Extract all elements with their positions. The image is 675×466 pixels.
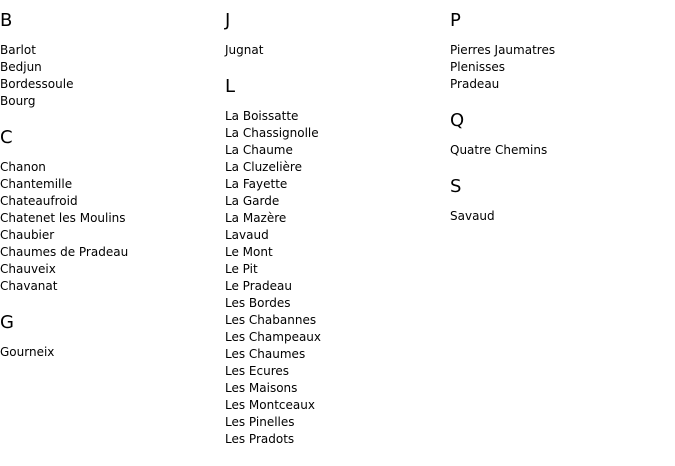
- place-link[interactable]: Bedjun: [0, 60, 42, 74]
- place-link[interactable]: Les Champeaux: [225, 330, 322, 344]
- list-item: [0, 261, 128, 278]
- place-list: [450, 208, 555, 225]
- list-item: [225, 244, 321, 261]
- letter-group: [225, 10, 321, 59]
- letter-group: [450, 10, 555, 93]
- place-link[interactable]: Les Maisons: [225, 381, 298, 395]
- list-item: [225, 363, 321, 380]
- letter-heading: S: [450, 176, 462, 197]
- letter-group: [225, 76, 321, 448]
- list-item: [0, 42, 128, 59]
- place-link[interactable]: Chateaufroid: [0, 194, 78, 208]
- list-item: [225, 142, 321, 159]
- letter-heading: G: [0, 312, 14, 333]
- list-item: [225, 312, 321, 329]
- place-link[interactable]: Jugnat: [225, 43, 264, 57]
- place-link[interactable]: Chantemille: [0, 177, 73, 191]
- list-item: [225, 278, 321, 295]
- place-link[interactable]: Les Chabannes: [225, 313, 317, 327]
- place-link[interactable]: Les Pradots: [225, 432, 295, 446]
- place-link[interactable]: Chavanat: [0, 279, 58, 293]
- place-link[interactable]: Le Pradeau: [225, 279, 292, 293]
- place-link[interactable]: Le Mont: [225, 245, 273, 259]
- place-link[interactable]: Les Ecures: [225, 364, 290, 378]
- place-list: [225, 108, 321, 448]
- place-link[interactable]: Chauveix: [0, 262, 56, 276]
- list-item: [450, 59, 555, 76]
- place-list: [225, 42, 321, 59]
- list-item: [225, 159, 321, 176]
- place-link[interactable]: La Garde: [225, 194, 280, 208]
- list-item: [225, 329, 321, 346]
- letter-heading: C: [0, 127, 13, 148]
- list-item: [0, 93, 128, 110]
- list-item: [225, 42, 321, 59]
- index-column: [0, 0, 128, 361]
- place-link[interactable]: Les Montceaux: [225, 398, 315, 412]
- letter-group: [0, 10, 128, 110]
- list-item: [450, 208, 555, 225]
- place-link[interactable]: Barlot: [0, 43, 36, 57]
- list-item: [225, 295, 321, 312]
- letter-heading: B: [0, 10, 13, 31]
- list-item: [0, 76, 128, 93]
- place-link[interactable]: Chaubier: [0, 228, 55, 242]
- list-item: [450, 42, 555, 59]
- letter-heading: L: [225, 76, 236, 97]
- list-item: [225, 193, 321, 210]
- place-link[interactable]: Pierres Jaumatres: [450, 43, 556, 57]
- list-item: [225, 176, 321, 193]
- list-item: [225, 125, 321, 142]
- list-item: [225, 227, 321, 244]
- list-item: [0, 159, 128, 176]
- place-link[interactable]: Pradeau: [450, 77, 500, 91]
- place-link[interactable]: Les Bordes: [225, 296, 291, 310]
- list-item: [225, 397, 321, 414]
- place-link[interactable]: Plenisses: [450, 60, 506, 74]
- place-list: [450, 42, 555, 93]
- list-item: [0, 210, 128, 227]
- place-list: [0, 159, 128, 295]
- list-item: [0, 227, 128, 244]
- letter-heading: J: [225, 10, 231, 31]
- place-link[interactable]: Quatre Chemins: [450, 143, 548, 157]
- place-link[interactable]: Bourg: [0, 94, 36, 108]
- list-item: [0, 59, 128, 76]
- list-item: [225, 431, 321, 448]
- list-item: [0, 244, 128, 261]
- place-list: [0, 42, 128, 110]
- index-column: [450, 0, 555, 225]
- list-item: [225, 380, 321, 397]
- list-item: [225, 108, 321, 125]
- place-link[interactable]: La Fayette: [225, 177, 288, 191]
- place-link[interactable]: Lavaud: [225, 228, 269, 242]
- letter-group: [0, 312, 128, 361]
- list-item: [225, 210, 321, 227]
- place-link[interactable]: Les Pinelles: [225, 415, 295, 429]
- letter-group: [450, 110, 555, 159]
- letter-group: [450, 176, 555, 225]
- place-link[interactable]: La Cluzelière: [225, 160, 302, 174]
- place-link[interactable]: La Boissatte: [225, 109, 299, 123]
- place-link[interactable]: Les Chaumes: [225, 347, 306, 361]
- list-item: [225, 346, 321, 363]
- place-link[interactable]: Gourneix: [0, 345, 55, 359]
- place-link[interactable]: Le Pit: [225, 262, 258, 276]
- index-column: [225, 0, 321, 448]
- list-item: [225, 261, 321, 278]
- list-item: [0, 193, 128, 210]
- place-list: [450, 142, 555, 159]
- list-item: [225, 414, 321, 431]
- place-list: [0, 344, 128, 361]
- letter-heading: Q: [450, 110, 465, 131]
- place-link[interactable]: Chatenet les Moulins: [0, 211, 126, 225]
- letter-heading: P: [450, 10, 461, 31]
- list-item: [0, 176, 128, 193]
- place-link[interactable]: La Mazère: [225, 211, 287, 225]
- place-link[interactable]: La Chassignolle: [225, 126, 319, 140]
- list-item: [0, 344, 128, 361]
- list-item: [0, 278, 128, 295]
- place-link[interactable]: Chaumes de Pradeau: [0, 245, 129, 259]
- place-link[interactable]: La Chaume: [225, 143, 293, 157]
- place-link[interactable]: Chanon: [0, 160, 46, 174]
- list-item: [450, 142, 555, 159]
- place-link[interactable]: Bordessoule: [0, 77, 74, 91]
- list-item: [450, 76, 555, 93]
- place-link[interactable]: Savaud: [450, 209, 495, 223]
- letter-group: [0, 127, 128, 295]
